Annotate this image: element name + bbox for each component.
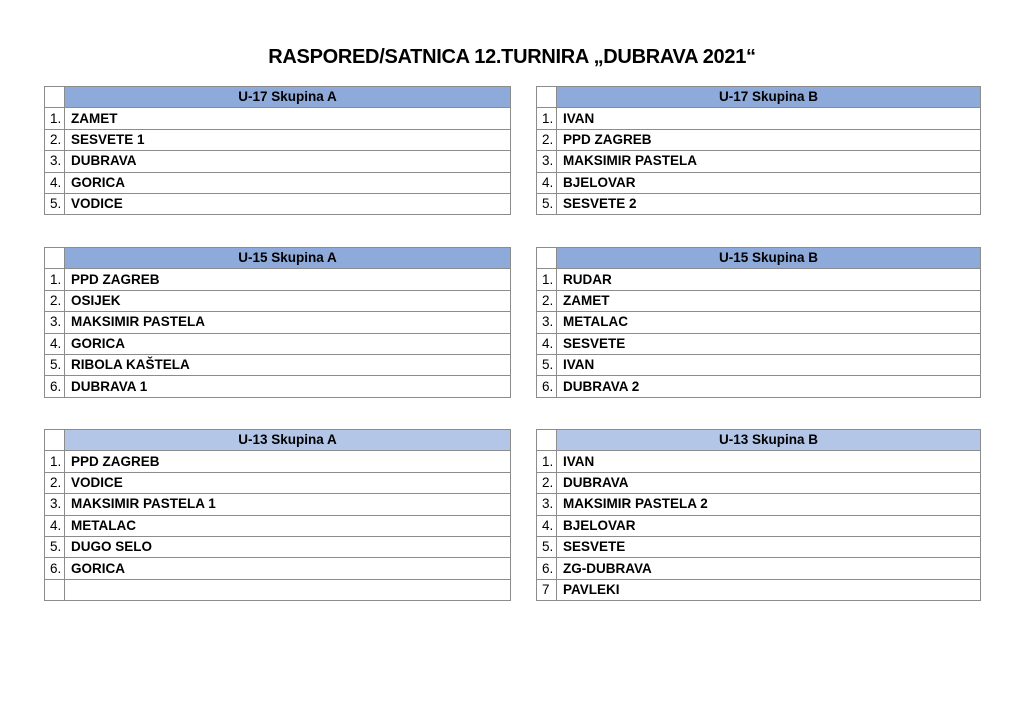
rank-cell: 7 (537, 579, 557, 600)
table-row (45, 129, 511, 150)
rank-cell: 4. (537, 515, 557, 536)
rank-cell: 5. (537, 193, 557, 214)
header-num-cell (537, 87, 557, 108)
team-cell: ZAMET (557, 290, 981, 311)
rank-cell: 2. (537, 290, 557, 311)
rank-cell: 3. (537, 312, 557, 333)
rank-cell: 4. (45, 333, 65, 354)
table-row (45, 312, 511, 333)
team-cell: DUGO SELO (65, 536, 511, 557)
team-cell (65, 579, 511, 600)
table-row (537, 269, 981, 290)
team-cell: SESVETE 1 (65, 129, 511, 150)
table-row (537, 108, 981, 129)
table-row (537, 333, 981, 354)
rank-cell: 2. (45, 129, 65, 150)
header-num-cell (45, 87, 65, 108)
team-cell: METALAC (65, 515, 511, 536)
rank-cell: 5. (45, 354, 65, 375)
table-row (537, 579, 981, 600)
team-cell: PPD ZAGREB (557, 129, 981, 150)
group-table-u17-b (536, 86, 981, 215)
header-num-cell (537, 248, 557, 269)
table-row (537, 354, 981, 375)
team-cell: GORICA (65, 558, 511, 579)
group-header: U-15 Skupina A (65, 248, 511, 269)
rank-cell: 5. (537, 536, 557, 557)
team-cell: VODICE (65, 472, 511, 493)
group-header: U-17 Skupina B (557, 87, 981, 108)
rank-cell: 6. (45, 558, 65, 579)
table-row (45, 193, 511, 214)
team-cell: OSIJEK (65, 290, 511, 311)
table-row (45, 472, 511, 493)
table-row (537, 172, 981, 193)
table-row (537, 193, 981, 214)
rank-cell: 3. (45, 312, 65, 333)
team-cell: MAKSIMIR PASTELA (557, 151, 981, 172)
team-cell: SESVETE (557, 536, 981, 557)
table-row (45, 290, 511, 311)
header-row (45, 87, 511, 108)
table-row (537, 290, 981, 311)
rank-cell: 2. (45, 472, 65, 493)
table-row (45, 558, 511, 579)
rank-cell: 3. (45, 151, 65, 172)
team-cell: IVAN (557, 451, 981, 472)
rank-cell: 4. (45, 515, 65, 536)
table-row (45, 108, 511, 129)
table-row (45, 536, 511, 557)
header-row (45, 248, 511, 269)
table-row (45, 515, 511, 536)
table-row (45, 579, 511, 600)
table-row (45, 376, 511, 397)
team-cell: MAKSIMIR PASTELA 1 (65, 494, 511, 515)
table-row (537, 451, 981, 472)
team-cell: PAVLEKI (557, 579, 981, 600)
table-row (537, 515, 981, 536)
team-cell: SESVETE (557, 333, 981, 354)
header-row (45, 430, 511, 451)
table-row (45, 354, 511, 375)
team-cell: DUBRAVA 1 (65, 376, 511, 397)
header-num-cell (45, 430, 65, 451)
page-title: RASPORED/SATNICA 12.TURNIRA „DUBRAVA 2021“ (268, 46, 756, 68)
table-row (45, 333, 511, 354)
team-cell: IVAN (557, 108, 981, 129)
table-row (537, 129, 981, 150)
table-row (45, 172, 511, 193)
header-num-cell (537, 430, 557, 451)
team-cell: BJELOVAR (557, 515, 981, 536)
team-cell: BJELOVAR (557, 172, 981, 193)
team-cell: MAKSIMIR PASTELA 2 (557, 494, 981, 515)
team-cell: ZG-DUBRAVA (557, 558, 981, 579)
rank-cell: 5. (45, 193, 65, 214)
group-table-u13-b (536, 429, 981, 601)
group-header: U-13 Skupina A (65, 430, 511, 451)
team-cell: DUBRAVA 2 (557, 376, 981, 397)
team-cell: PPD ZAGREB (65, 269, 511, 290)
rank-cell: 4. (45, 172, 65, 193)
rank-cell: 1. (537, 451, 557, 472)
team-cell: DUBRAVA (557, 472, 981, 493)
rank-cell: 6. (45, 376, 65, 397)
group-header: U-15 Skupina B (557, 248, 981, 269)
rank-cell: 1. (537, 269, 557, 290)
header-row (537, 248, 981, 269)
table-row (537, 494, 981, 515)
team-cell: GORICA (65, 172, 511, 193)
rank-cell (45, 579, 65, 600)
rank-cell: 2. (537, 129, 557, 150)
team-cell: SESVETE 2 (557, 193, 981, 214)
team-cell: DUBRAVA (65, 151, 511, 172)
rank-cell: 5. (45, 536, 65, 557)
group-table-u15-a (44, 247, 511, 398)
rank-cell: 5. (537, 354, 557, 375)
table-row (537, 376, 981, 397)
table-row (537, 472, 981, 493)
rank-cell: 2. (537, 472, 557, 493)
group-table-u17-a (44, 86, 511, 215)
group-header: U-17 Skupina A (65, 87, 511, 108)
rank-cell: 3. (537, 494, 557, 515)
header-row (537, 430, 981, 451)
table-row (45, 494, 511, 515)
team-cell: VODICE (65, 193, 511, 214)
group-table-u13-a (44, 429, 511, 601)
team-cell: IVAN (557, 354, 981, 375)
rank-cell: 1. (537, 108, 557, 129)
team-cell: RUDAR (557, 269, 981, 290)
table-row (537, 536, 981, 557)
rank-cell: 4. (537, 172, 557, 193)
rank-cell: 4. (537, 333, 557, 354)
table-row (45, 269, 511, 290)
header-num-cell (45, 248, 65, 269)
rank-cell: 1. (45, 451, 65, 472)
rank-cell: 6. (537, 376, 557, 397)
table-row (537, 558, 981, 579)
team-cell: PPD ZAGREB (65, 451, 511, 472)
rank-cell: 1. (45, 269, 65, 290)
rank-cell: 2. (45, 290, 65, 311)
table-row (537, 312, 981, 333)
rank-cell: 6. (537, 558, 557, 579)
team-cell: GORICA (65, 333, 511, 354)
rank-cell: 3. (45, 494, 65, 515)
team-cell: ZAMET (65, 108, 511, 129)
team-cell: RIBOLA KAŠTELA (65, 354, 511, 375)
table-row (45, 451, 511, 472)
team-cell: MAKSIMIR PASTELA (65, 312, 511, 333)
table-row (537, 151, 981, 172)
rank-cell: 1. (45, 108, 65, 129)
team-cell: METALAC (557, 312, 981, 333)
rank-cell: 3. (537, 151, 557, 172)
table-row (45, 151, 511, 172)
header-row (537, 87, 981, 108)
group-table-u15-b (536, 247, 981, 398)
group-header: U-13 Skupina B (557, 430, 981, 451)
